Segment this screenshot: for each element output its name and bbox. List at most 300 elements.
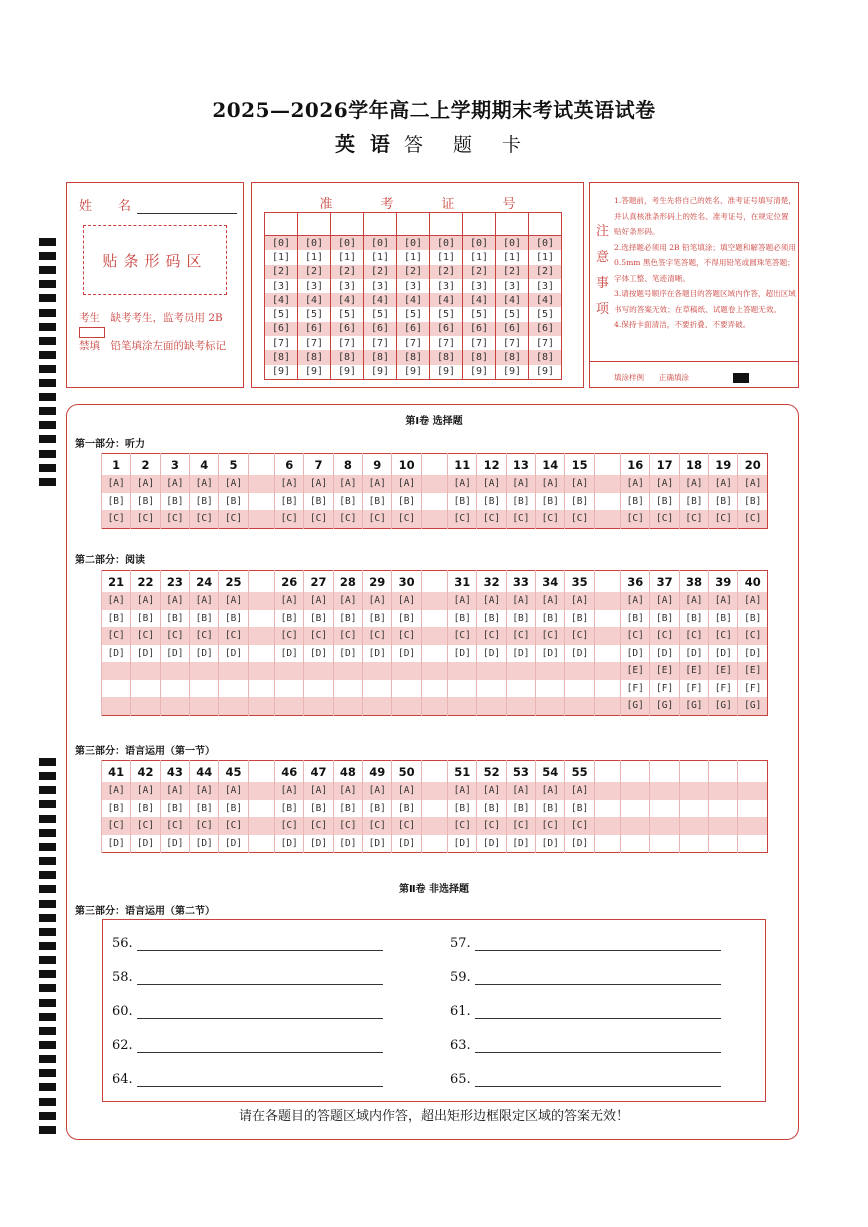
option-bubble[interactable]: [D] bbox=[102, 835, 131, 853]
option-bubble[interactable]: [A] bbox=[650, 475, 679, 493]
option-bubble[interactable]: [A] bbox=[131, 782, 160, 800]
option-bubble[interactable]: [A] bbox=[219, 475, 248, 493]
option-bubble[interactable]: [D] bbox=[160, 835, 189, 853]
id-bubble[interactable]: [0] bbox=[529, 236, 562, 251]
option-bubble[interactable]: [D] bbox=[506, 645, 535, 663]
option-bubble[interactable]: [C] bbox=[536, 627, 565, 645]
option-bubble[interactable]: [D] bbox=[131, 645, 160, 663]
id-bubble[interactable]: [0] bbox=[463, 236, 496, 251]
id-bubble[interactable]: [8] bbox=[430, 350, 463, 364]
option-bubble[interactable]: [C] bbox=[190, 510, 219, 528]
id-digit-box[interactable] bbox=[364, 213, 397, 236]
id-bubble[interactable]: [7] bbox=[496, 336, 529, 350]
id-bubble[interactable]: [1] bbox=[430, 250, 463, 264]
option-bubble[interactable]: [B] bbox=[219, 800, 248, 818]
option-bubble[interactable]: [C] bbox=[565, 627, 594, 645]
option-bubble[interactable]: [A] bbox=[190, 782, 219, 800]
option-bubble[interactable]: [B] bbox=[477, 800, 506, 818]
answer-blank[interactable] bbox=[137, 1004, 383, 1019]
option-bubble[interactable]: [B] bbox=[392, 493, 421, 511]
id-digit-box[interactable] bbox=[496, 213, 529, 236]
id-bubble[interactable]: [2] bbox=[364, 265, 397, 279]
option-bubble[interactable]: [D] bbox=[275, 645, 304, 663]
answer-blank[interactable] bbox=[475, 1004, 721, 1019]
option-bubble[interactable]: [C] bbox=[448, 817, 477, 835]
option-bubble[interactable]: [A] bbox=[709, 475, 738, 493]
id-bubble[interactable]: [9] bbox=[364, 365, 397, 380]
option-bubble[interactable]: [B] bbox=[275, 800, 304, 818]
option-bubble[interactable]: [B] bbox=[190, 610, 219, 628]
option-bubble[interactable]: [A] bbox=[679, 475, 708, 493]
option-bubble[interactable]: [B] bbox=[190, 800, 219, 818]
option-bubble[interactable]: [A] bbox=[448, 475, 477, 493]
option-bubble[interactable]: [C] bbox=[506, 627, 535, 645]
option-bubble[interactable]: [C] bbox=[477, 627, 506, 645]
written-answer-line[interactable] bbox=[112, 1072, 383, 1087]
option-bubble[interactable]: [C] bbox=[363, 627, 392, 645]
id-bubble[interactable]: [7] bbox=[265, 336, 298, 350]
option-bubble[interactable]: [C] bbox=[219, 817, 248, 835]
id-bubble[interactable]: [6] bbox=[463, 322, 496, 336]
id-bubble[interactable]: [4] bbox=[364, 293, 397, 307]
option-bubble[interactable]: [B] bbox=[160, 493, 189, 511]
option-bubble[interactable]: [B] bbox=[536, 610, 565, 628]
option-bubble[interactable]: [E] bbox=[709, 662, 738, 680]
option-bubble[interactable]: [A] bbox=[333, 782, 362, 800]
option-bubble[interactable]: [B] bbox=[102, 800, 131, 818]
option-bubble[interactable]: [B] bbox=[679, 610, 708, 628]
option-bubble[interactable]: [B] bbox=[160, 610, 189, 628]
option-bubble[interactable]: [A] bbox=[392, 782, 421, 800]
option-bubble[interactable]: [C] bbox=[102, 510, 131, 528]
option-bubble[interactable]: [C] bbox=[506, 817, 535, 835]
answer-blank[interactable] bbox=[137, 936, 383, 951]
option-bubble[interactable]: [A] bbox=[621, 475, 650, 493]
option-bubble[interactable]: [D] bbox=[477, 835, 506, 853]
option-bubble[interactable]: [C] bbox=[304, 817, 333, 835]
option-bubble[interactable]: [B] bbox=[679, 493, 708, 511]
option-bubble[interactable]: [C] bbox=[333, 510, 362, 528]
id-bubble[interactable]: [2] bbox=[463, 265, 496, 279]
option-bubble[interactable]: [C] bbox=[333, 627, 362, 645]
id-bubble[interactable]: [3] bbox=[298, 279, 331, 293]
option-bubble[interactable]: [C] bbox=[219, 627, 248, 645]
id-bubble[interactable]: [4] bbox=[430, 293, 463, 307]
option-bubble[interactable]: [B] bbox=[131, 800, 160, 818]
option-bubble[interactable]: [A] bbox=[160, 475, 189, 493]
answer-blank[interactable] bbox=[137, 1072, 383, 1087]
option-bubble[interactable]: [D] bbox=[190, 645, 219, 663]
option-bubble[interactable]: [B] bbox=[131, 493, 160, 511]
option-bubble[interactable]: [D] bbox=[621, 645, 650, 663]
id-bubble[interactable]: [2] bbox=[298, 265, 331, 279]
option-bubble[interactable]: [C] bbox=[392, 510, 421, 528]
option-bubble[interactable]: [B] bbox=[477, 493, 506, 511]
id-bubble[interactable]: [5] bbox=[298, 307, 331, 321]
answer-blank[interactable] bbox=[137, 1038, 383, 1053]
name-field[interactable] bbox=[137, 199, 237, 214]
option-bubble[interactable]: [A] bbox=[565, 592, 594, 610]
option-bubble[interactable]: [B] bbox=[506, 610, 535, 628]
option-bubble[interactable]: [G] bbox=[621, 697, 650, 715]
option-bubble[interactable]: [A] bbox=[536, 592, 565, 610]
option-bubble[interactable]: [B] bbox=[363, 800, 392, 818]
id-bubble[interactable]: [2] bbox=[397, 265, 430, 279]
option-bubble[interactable]: [C] bbox=[131, 817, 160, 835]
option-bubble[interactable]: [A] bbox=[621, 592, 650, 610]
option-bubble[interactable]: [G] bbox=[650, 697, 679, 715]
option-bubble[interactable]: [C] bbox=[448, 627, 477, 645]
option-bubble[interactable]: [D] bbox=[363, 645, 392, 663]
option-bubble[interactable]: [B] bbox=[536, 493, 565, 511]
id-digit-box[interactable] bbox=[331, 213, 364, 236]
option-bubble[interactable]: [A] bbox=[506, 592, 535, 610]
id-digit-box[interactable] bbox=[430, 213, 463, 236]
id-bubble[interactable]: [5] bbox=[397, 307, 430, 321]
option-bubble[interactable]: [C] bbox=[392, 627, 421, 645]
id-bubble[interactable]: [5] bbox=[496, 307, 529, 321]
option-bubble[interactable]: [A] bbox=[275, 782, 304, 800]
option-bubble[interactable]: [D] bbox=[536, 645, 565, 663]
option-bubble[interactable]: [C] bbox=[650, 510, 679, 528]
option-bubble[interactable]: [A] bbox=[131, 475, 160, 493]
option-bubble[interactable]: [F] bbox=[679, 680, 708, 698]
option-bubble[interactable]: [D] bbox=[709, 645, 738, 663]
option-bubble[interactable]: [A] bbox=[363, 475, 392, 493]
written-answer-line[interactable] bbox=[450, 1004, 721, 1019]
option-bubble[interactable]: [E] bbox=[738, 662, 768, 680]
answer-blank[interactable] bbox=[475, 936, 721, 951]
id-bubble[interactable]: [5] bbox=[331, 307, 364, 321]
option-bubble[interactable]: [C] bbox=[304, 627, 333, 645]
id-bubble[interactable]: [5] bbox=[430, 307, 463, 321]
option-bubble[interactable]: [D] bbox=[565, 645, 594, 663]
option-bubble[interactable]: [D] bbox=[536, 835, 565, 853]
option-bubble[interactable]: [B] bbox=[363, 610, 392, 628]
id-bubble[interactable]: [5] bbox=[529, 307, 562, 321]
option-bubble[interactable]: [A] bbox=[506, 475, 535, 493]
id-bubble[interactable]: [7] bbox=[298, 336, 331, 350]
option-bubble[interactable]: [B] bbox=[363, 493, 392, 511]
id-bubble[interactable]: [1] bbox=[463, 250, 496, 264]
id-bubble[interactable]: [3] bbox=[430, 279, 463, 293]
option-bubble[interactable]: [C] bbox=[333, 817, 362, 835]
id-bubble[interactable]: [4] bbox=[397, 293, 430, 307]
option-bubble[interactable]: [B] bbox=[506, 800, 535, 818]
id-bubble[interactable]: [6] bbox=[397, 322, 430, 336]
id-bubble[interactable]: [6] bbox=[265, 322, 298, 336]
id-bubble[interactable]: [9] bbox=[298, 365, 331, 380]
id-bubble[interactable]: [0] bbox=[364, 236, 397, 251]
option-bubble[interactable]: [A] bbox=[679, 592, 708, 610]
option-bubble[interactable]: [C] bbox=[392, 817, 421, 835]
option-bubble[interactable]: [A] bbox=[304, 592, 333, 610]
option-bubble[interactable]: [A] bbox=[160, 782, 189, 800]
option-bubble[interactable]: [B] bbox=[304, 800, 333, 818]
option-bubble[interactable]: [G] bbox=[709, 697, 738, 715]
option-bubble[interactable]: [A] bbox=[304, 475, 333, 493]
option-bubble[interactable]: [C] bbox=[363, 817, 392, 835]
option-bubble[interactable]: [A] bbox=[219, 782, 248, 800]
option-bubble[interactable]: [B] bbox=[565, 800, 594, 818]
option-bubble[interactable]: [D] bbox=[275, 835, 304, 853]
id-bubble[interactable]: [7] bbox=[364, 336, 397, 350]
option-bubble[interactable]: [B] bbox=[392, 800, 421, 818]
id-bubble[interactable]: [0] bbox=[265, 236, 298, 251]
option-bubble[interactable]: [C] bbox=[131, 627, 160, 645]
option-bubble[interactable]: [D] bbox=[506, 835, 535, 853]
id-bubble[interactable]: [9] bbox=[430, 365, 463, 380]
id-digit-box[interactable] bbox=[463, 213, 496, 236]
id-bubble[interactable]: [0] bbox=[496, 236, 529, 251]
id-bubble[interactable]: [4] bbox=[463, 293, 496, 307]
option-bubble[interactable]: [A] bbox=[275, 592, 304, 610]
option-bubble[interactable]: [F] bbox=[709, 680, 738, 698]
option-bubble[interactable]: [D] bbox=[160, 645, 189, 663]
option-bubble[interactable]: [B] bbox=[275, 610, 304, 628]
option-bubble[interactable]: [C] bbox=[160, 817, 189, 835]
id-bubble[interactable]: [7] bbox=[529, 336, 562, 350]
id-bubble[interactable]: [4] bbox=[298, 293, 331, 307]
option-bubble[interactable]: [D] bbox=[333, 645, 362, 663]
id-bubble[interactable]: [8] bbox=[397, 350, 430, 364]
id-bubble[interactable]: [9] bbox=[331, 365, 364, 380]
option-bubble[interactable]: [E] bbox=[621, 662, 650, 680]
option-bubble[interactable]: [A] bbox=[275, 475, 304, 493]
option-bubble[interactable]: [B] bbox=[506, 493, 535, 511]
option-bubble[interactable]: [C] bbox=[621, 627, 650, 645]
option-bubble[interactable]: [A] bbox=[506, 782, 535, 800]
option-bubble[interactable]: [B] bbox=[650, 493, 679, 511]
option-bubble[interactable]: [C] bbox=[565, 817, 594, 835]
id-bubble[interactable]: [4] bbox=[496, 293, 529, 307]
option-bubble[interactable]: [C] bbox=[102, 627, 131, 645]
option-bubble[interactable]: [A] bbox=[131, 592, 160, 610]
option-bubble[interactable]: [B] bbox=[477, 610, 506, 628]
option-bubble[interactable]: [C] bbox=[738, 510, 768, 528]
option-bubble[interactable]: [B] bbox=[565, 610, 594, 628]
option-bubble[interactable]: [C] bbox=[131, 510, 160, 528]
option-bubble[interactable]: [A] bbox=[392, 475, 421, 493]
id-bubble[interactable]: [5] bbox=[463, 307, 496, 321]
id-bubble[interactable]: [9] bbox=[496, 365, 529, 380]
id-digit-box[interactable] bbox=[265, 213, 298, 236]
option-bubble[interactable]: [D] bbox=[219, 645, 248, 663]
option-bubble[interactable]: [A] bbox=[392, 592, 421, 610]
id-digit-box[interactable] bbox=[529, 213, 562, 236]
id-bubble[interactable]: [2] bbox=[265, 265, 298, 279]
option-bubble[interactable]: [A] bbox=[102, 782, 131, 800]
written-answer-line[interactable] bbox=[112, 970, 383, 985]
option-bubble[interactable]: [B] bbox=[709, 610, 738, 628]
id-bubble[interactable]: [1] bbox=[265, 250, 298, 264]
id-bubble[interactable]: [6] bbox=[364, 322, 397, 336]
exam-id-grid[interactable] bbox=[264, 212, 562, 380]
option-bubble[interactable]: [C] bbox=[160, 510, 189, 528]
option-bubble[interactable]: [A] bbox=[102, 475, 131, 493]
id-bubble[interactable]: [3] bbox=[265, 279, 298, 293]
option-bubble[interactable]: [A] bbox=[102, 592, 131, 610]
option-bubble[interactable]: [C] bbox=[679, 510, 708, 528]
option-bubble[interactable]: [A] bbox=[448, 782, 477, 800]
option-bubble[interactable]: [D] bbox=[304, 645, 333, 663]
option-bubble[interactable]: [D] bbox=[392, 835, 421, 853]
option-bubble[interactable]: [C] bbox=[536, 817, 565, 835]
id-bubble[interactable]: [3] bbox=[331, 279, 364, 293]
id-bubble[interactable]: [8] bbox=[265, 350, 298, 364]
option-bubble[interactable]: [D] bbox=[102, 645, 131, 663]
option-bubble[interactable]: [C] bbox=[738, 627, 768, 645]
option-bubble[interactable]: [B] bbox=[536, 800, 565, 818]
option-bubble[interactable]: [A] bbox=[333, 475, 362, 493]
id-bubble[interactable]: [7] bbox=[331, 336, 364, 350]
option-bubble[interactable]: [C] bbox=[275, 627, 304, 645]
option-bubble[interactable]: [B] bbox=[738, 610, 768, 628]
option-bubble[interactable]: [B] bbox=[333, 493, 362, 511]
id-bubble[interactable]: [3] bbox=[364, 279, 397, 293]
option-bubble[interactable]: [B] bbox=[190, 493, 219, 511]
option-bubble[interactable]: [B] bbox=[333, 610, 362, 628]
option-bubble[interactable]: [D] bbox=[363, 835, 392, 853]
id-bubble[interactable]: [7] bbox=[463, 336, 496, 350]
option-bubble[interactable]: [G] bbox=[738, 697, 768, 715]
id-bubble[interactable]: [3] bbox=[463, 279, 496, 293]
option-bubble[interactable]: [C] bbox=[650, 627, 679, 645]
option-bubble[interactable]: [C] bbox=[477, 510, 506, 528]
id-bubble[interactable]: [2] bbox=[529, 265, 562, 279]
option-bubble[interactable]: [A] bbox=[650, 592, 679, 610]
id-bubble[interactable]: [1] bbox=[364, 250, 397, 264]
part1-answer-grid[interactable] bbox=[101, 453, 768, 529]
id-bubble[interactable]: [5] bbox=[265, 307, 298, 321]
option-bubble[interactable]: [C] bbox=[275, 510, 304, 528]
id-bubble[interactable]: [8] bbox=[364, 350, 397, 364]
option-bubble[interactable]: [A] bbox=[709, 592, 738, 610]
option-bubble[interactable]: [D] bbox=[392, 645, 421, 663]
option-bubble[interactable]: [D] bbox=[448, 645, 477, 663]
option-bubble[interactable]: [A] bbox=[477, 592, 506, 610]
part3-answer-grid[interactable] bbox=[101, 760, 768, 853]
id-bubble[interactable]: [1] bbox=[529, 250, 562, 264]
option-bubble[interactable]: [D] bbox=[679, 645, 708, 663]
option-bubble[interactable]: [A] bbox=[565, 782, 594, 800]
option-bubble[interactable]: [D] bbox=[190, 835, 219, 853]
id-bubble[interactable]: [6] bbox=[298, 322, 331, 336]
option-bubble[interactable]: [G] bbox=[679, 697, 708, 715]
option-bubble[interactable]: [A] bbox=[363, 592, 392, 610]
id-bubble[interactable]: [7] bbox=[430, 336, 463, 350]
id-bubble[interactable]: [8] bbox=[496, 350, 529, 364]
id-bubble[interactable]: [9] bbox=[529, 365, 562, 380]
option-bubble[interactable]: [B] bbox=[709, 493, 738, 511]
id-bubble[interactable]: [0] bbox=[298, 236, 331, 251]
id-bubble[interactable]: [2] bbox=[331, 265, 364, 279]
option-bubble[interactable]: [C] bbox=[565, 510, 594, 528]
option-bubble[interactable]: [B] bbox=[448, 800, 477, 818]
option-bubble[interactable]: [D] bbox=[477, 645, 506, 663]
option-bubble[interactable]: [C] bbox=[536, 510, 565, 528]
option-bubble[interactable]: [C] bbox=[190, 817, 219, 835]
id-bubble[interactable]: [6] bbox=[430, 322, 463, 336]
option-bubble[interactable]: [B] bbox=[304, 610, 333, 628]
written-answer-line[interactable] bbox=[112, 936, 383, 951]
option-bubble[interactable]: [C] bbox=[448, 510, 477, 528]
option-bubble[interactable]: [B] bbox=[333, 800, 362, 818]
id-bubble[interactable]: [3] bbox=[496, 279, 529, 293]
option-bubble[interactable]: [B] bbox=[102, 493, 131, 511]
option-bubble[interactable]: [A] bbox=[448, 592, 477, 610]
id-digit-box[interactable] bbox=[397, 213, 430, 236]
id-bubble[interactable]: [6] bbox=[496, 322, 529, 336]
option-bubble[interactable]: [B] bbox=[448, 493, 477, 511]
option-bubble[interactable]: [A] bbox=[536, 782, 565, 800]
option-bubble[interactable]: [D] bbox=[650, 645, 679, 663]
id-bubble[interactable]: [0] bbox=[331, 236, 364, 251]
answer-blank[interactable] bbox=[475, 1038, 721, 1053]
answer-blank[interactable] bbox=[137, 970, 383, 985]
option-bubble[interactable]: [F] bbox=[621, 680, 650, 698]
id-bubble[interactable]: [4] bbox=[265, 293, 298, 307]
id-bubble[interactable]: [8] bbox=[463, 350, 496, 364]
option-bubble[interactable]: [B] bbox=[621, 610, 650, 628]
option-bubble[interactable]: [A] bbox=[565, 475, 594, 493]
id-bubble[interactable]: [2] bbox=[496, 265, 529, 279]
id-bubble[interactable]: [9] bbox=[463, 365, 496, 380]
option-bubble[interactable]: [A] bbox=[304, 782, 333, 800]
id-bubble[interactable]: [9] bbox=[265, 365, 298, 380]
id-bubble[interactable]: [1] bbox=[298, 250, 331, 264]
option-bubble[interactable]: [B] bbox=[304, 493, 333, 511]
id-bubble[interactable]: [8] bbox=[331, 350, 364, 364]
option-bubble[interactable]: [C] bbox=[219, 510, 248, 528]
option-bubble[interactable]: [A] bbox=[363, 782, 392, 800]
option-bubble[interactable]: [A] bbox=[477, 782, 506, 800]
option-bubble[interactable]: [C] bbox=[304, 510, 333, 528]
id-bubble[interactable]: [5] bbox=[364, 307, 397, 321]
written-answer-line[interactable] bbox=[450, 970, 721, 985]
id-bubble[interactable]: [0] bbox=[430, 236, 463, 251]
id-bubble[interactable]: [1] bbox=[331, 250, 364, 264]
option-bubble[interactable]: [D] bbox=[565, 835, 594, 853]
id-bubble[interactable]: [0] bbox=[397, 236, 430, 251]
id-bubble[interactable]: [6] bbox=[529, 322, 562, 336]
option-bubble[interactable]: [A] bbox=[477, 475, 506, 493]
id-bubble[interactable]: [4] bbox=[529, 293, 562, 307]
option-bubble[interactable]: [D] bbox=[738, 645, 768, 663]
option-bubble[interactable]: [D] bbox=[448, 835, 477, 853]
id-bubble[interactable]: [7] bbox=[397, 336, 430, 350]
option-bubble[interactable]: [C] bbox=[275, 817, 304, 835]
id-bubble[interactable]: [3] bbox=[397, 279, 430, 293]
option-bubble[interactable]: [B] bbox=[275, 493, 304, 511]
option-bubble[interactable]: [C] bbox=[709, 510, 738, 528]
option-bubble[interactable]: [A] bbox=[190, 592, 219, 610]
option-bubble[interactable]: [C] bbox=[363, 510, 392, 528]
option-bubble[interactable]: [B] bbox=[392, 610, 421, 628]
option-bubble[interactable]: [B] bbox=[102, 610, 131, 628]
id-bubble[interactable]: [2] bbox=[430, 265, 463, 279]
option-bubble[interactable]: [A] bbox=[738, 592, 768, 610]
option-bubble[interactable]: [F] bbox=[650, 680, 679, 698]
option-bubble[interactable]: [E] bbox=[650, 662, 679, 680]
option-bubble[interactable]: [E] bbox=[679, 662, 708, 680]
id-bubble[interactable]: [6] bbox=[331, 322, 364, 336]
written-answer-line[interactable] bbox=[112, 1038, 383, 1053]
option-bubble[interactable]: [C] bbox=[506, 510, 535, 528]
option-bubble[interactable]: [B] bbox=[621, 493, 650, 511]
id-bubble[interactable]: [8] bbox=[529, 350, 562, 364]
option-bubble[interactable]: [A] bbox=[160, 592, 189, 610]
